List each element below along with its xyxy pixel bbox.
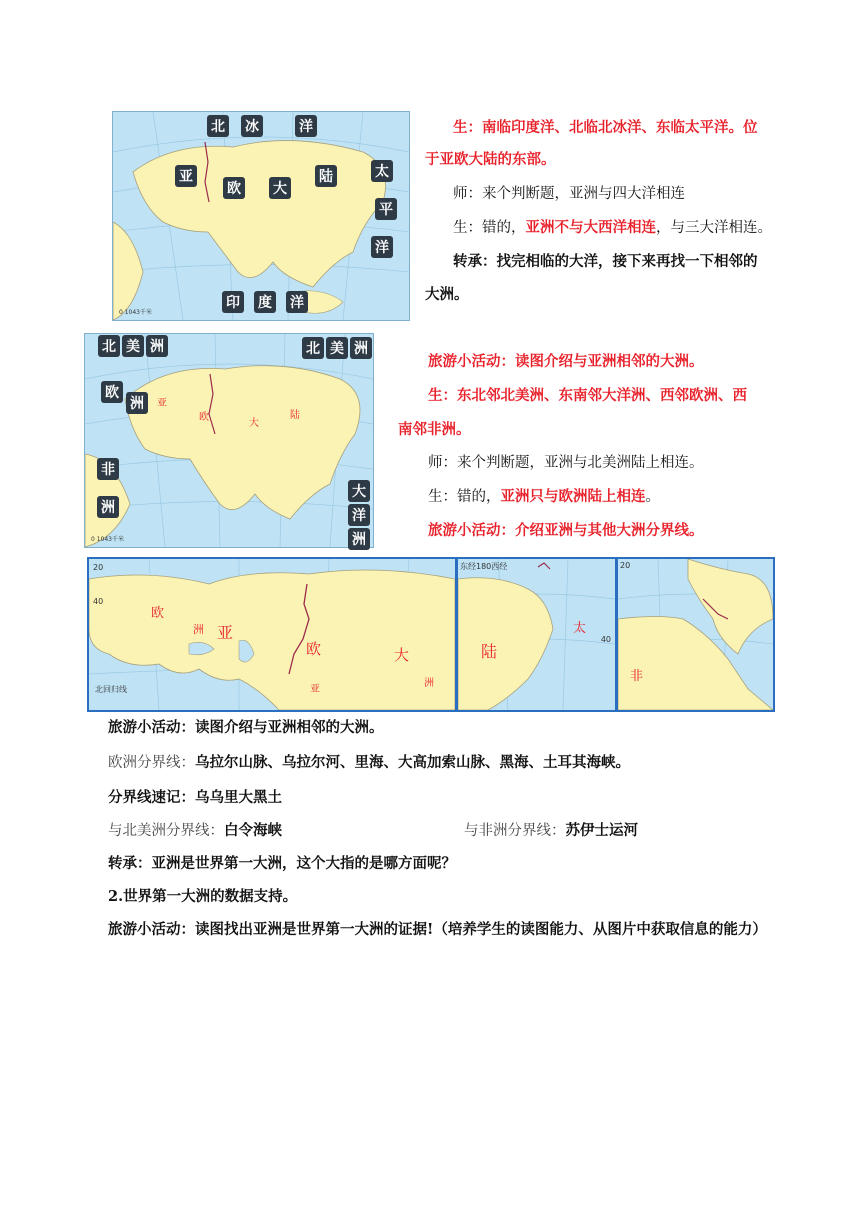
body-line3-a: 分界线速记： xyxy=(108,789,195,806)
para1-line3: 师：来个判断题，亚洲与四大洋相连 xyxy=(453,186,685,202)
body-line1-a: 旅游小活动： xyxy=(108,719,195,736)
label-tai: 太 xyxy=(573,621,587,636)
body-line4-c: 与非洲分界线： xyxy=(464,823,566,839)
asia-map-graphic xyxy=(113,112,409,320)
para1-line5-a: 转承： xyxy=(453,253,497,270)
tag-char: 洋 xyxy=(286,291,308,313)
boundary-map-suez xyxy=(616,557,775,712)
tag-char: 亚 xyxy=(175,165,197,187)
body-line2-a: 欧洲分界线： xyxy=(108,755,195,771)
tag-char: 太 xyxy=(371,160,393,182)
map2-scale: 0 1043千米 xyxy=(91,536,124,543)
para2-line2: 生：东北邻北美洲、东南邻大洋洲、西邻欧洲、西 xyxy=(428,387,747,404)
para2-line4: 师：来个判断题，亚洲与北美洲陆上相连。 xyxy=(428,455,704,471)
tropic-label: 北回归线 xyxy=(95,685,127,694)
tag-europe-2: 洲 xyxy=(126,392,148,414)
para2-line6-b: 介绍亚洲与其他大洲分界线。 xyxy=(515,522,704,539)
lat-label: 40 xyxy=(600,635,611,644)
tag-char: 洲 xyxy=(348,528,370,550)
boundary-map-europe-graphic xyxy=(89,559,455,710)
para2-line3: 南邻非洲。 xyxy=(398,421,471,438)
body-line4-d: 苏伊士运河 xyxy=(565,822,638,839)
para1-line2: 于亚欧大陆的东部。 xyxy=(425,151,556,168)
label-ya2: 亚 xyxy=(310,684,320,695)
body-line3 xyxy=(108,788,282,808)
para1-line6: 大洲。 xyxy=(425,286,469,303)
para2-line5-c: 。 xyxy=(645,489,660,505)
lat-label: 40 xyxy=(93,597,104,606)
boundary-map-bering-graphic xyxy=(458,559,615,710)
tag-north-america-right xyxy=(302,337,372,359)
para2-line6 xyxy=(428,521,704,541)
tag-char: 美 xyxy=(326,337,348,359)
speaker-student: 生： xyxy=(453,119,482,136)
body-line5-a: 转承： xyxy=(108,855,152,872)
body-line7-a: 旅游小活动： xyxy=(108,921,195,938)
body-line5-b: 亚洲是世界第一大洲，这个大指的是哪方面呢？ xyxy=(151,855,456,872)
tag-char: 洋 xyxy=(295,115,317,137)
para1-line4 xyxy=(453,218,772,238)
tag-char: 陆 xyxy=(315,165,337,187)
para1-line5 xyxy=(453,252,758,272)
tag-africa xyxy=(97,458,119,518)
tag-char: 洲 xyxy=(350,337,372,359)
body-line6: 2.世界第一大洲的数据支持。 xyxy=(108,888,298,905)
body-line7-b: 读图找出亚洲是世界第一大洲的证据!（培养学生的读图能力、从图片中获取信息的能力） xyxy=(195,921,767,938)
label-ou2: 欧 xyxy=(306,640,322,658)
label-da: 大 xyxy=(394,646,410,664)
asia-neighbors-map xyxy=(84,333,374,548)
tag-char: 美 xyxy=(122,335,144,357)
tag-char: 平 xyxy=(375,198,397,220)
tag-char: 洋 xyxy=(348,504,370,526)
lat-label: 20 xyxy=(93,563,104,572)
tag-char: 印 xyxy=(222,291,244,313)
tag-char: 冰 xyxy=(241,115,263,137)
asia-map2-graphic xyxy=(85,334,373,547)
label-ou: 欧 xyxy=(199,412,209,423)
boundary-map-suez-graphic xyxy=(618,559,773,710)
label-ya: 亚 xyxy=(157,398,167,409)
para2-line5 xyxy=(428,487,660,507)
para2-line5-b: 亚洲只与欧洲陆上相连 xyxy=(500,488,646,505)
lat-label: 20 xyxy=(620,561,631,570)
tag-char: 大 xyxy=(348,480,370,502)
para1-line5-b: 找完相临的大洋，接下来再找一下相邻的 xyxy=(496,253,758,270)
tag-arctic-ocean xyxy=(207,115,317,137)
body-line1 xyxy=(108,718,384,738)
para1-line1-text: 南临印度洋、北临北冰洋、东临太平洋。位 xyxy=(482,119,758,136)
tag-char: 北 xyxy=(302,337,324,359)
tag-char: 欧 xyxy=(223,177,245,199)
para2-line1-a: 旅游小活动： xyxy=(428,353,515,370)
label-zhou: 洲 xyxy=(193,623,204,636)
tag-char: 北 xyxy=(207,115,229,137)
tag-pacific xyxy=(371,160,397,258)
body-line1-b: 读图介绍与亚洲相邻的大洲。 xyxy=(195,719,384,736)
body-line4-a: 与北美洲分界线： xyxy=(108,823,224,839)
tag-char: 北 xyxy=(98,335,120,357)
asia-oceans-map xyxy=(112,111,410,321)
tag-char: 大 xyxy=(269,177,291,199)
tag-indian-ocean xyxy=(222,291,308,313)
body-line3-b: 乌乌里大黑土 xyxy=(195,789,282,806)
para1-line4-a: 生：错的， xyxy=(453,220,526,236)
label-lu: 陆 xyxy=(290,410,300,421)
map-scale: 0 1043千米 xyxy=(119,309,152,316)
tag-char: 洋 xyxy=(371,236,393,258)
body-line4 xyxy=(108,821,282,841)
body-line5 xyxy=(108,854,456,874)
body-line2-b: 乌拉尔山脉、乌拉尔河、里海、大高加索山脉、黑海、土耳其海峡。 xyxy=(195,754,630,771)
tag-char: 非 xyxy=(97,458,119,480)
para1-line4-c: ，与三大洋相连。 xyxy=(656,220,772,236)
label-lu: 陆 xyxy=(481,642,498,661)
tag-char: 洲 xyxy=(146,335,168,357)
para2-line6-a: 旅游小活动： xyxy=(428,522,515,539)
body-line7 xyxy=(108,920,767,940)
para1-line1 xyxy=(453,118,758,138)
body-line2 xyxy=(108,753,630,773)
para2-line5-a: 生：错的， xyxy=(428,489,501,505)
tag-char: 洲 xyxy=(97,496,119,518)
tag-europe-1: 欧 xyxy=(101,381,123,403)
tag-north-america-left xyxy=(98,335,168,357)
boundary-map-bering xyxy=(456,557,617,712)
body-line4-right xyxy=(464,821,638,841)
boundary-map-europe xyxy=(87,557,457,712)
label-da: 大 xyxy=(249,418,259,429)
para2-line1 xyxy=(428,352,704,372)
label-zhou2: 洲 xyxy=(424,678,434,689)
body-line4-b: 白令海峡 xyxy=(224,822,282,839)
label-ou: 欧 xyxy=(151,606,165,621)
para1-line4-b: 亚洲不与大西洋相连 xyxy=(525,219,656,236)
tag-oceania xyxy=(348,480,370,550)
meridian-label: 东经180西经 xyxy=(460,562,508,571)
para2-line1-b: 读图介绍与亚洲相邻的大洲。 xyxy=(515,353,704,370)
tag-eurasia xyxy=(175,165,337,199)
tag-char: 度 xyxy=(254,291,276,313)
label-ya: 亚 xyxy=(217,623,234,642)
label-fei: 非 xyxy=(630,669,644,684)
